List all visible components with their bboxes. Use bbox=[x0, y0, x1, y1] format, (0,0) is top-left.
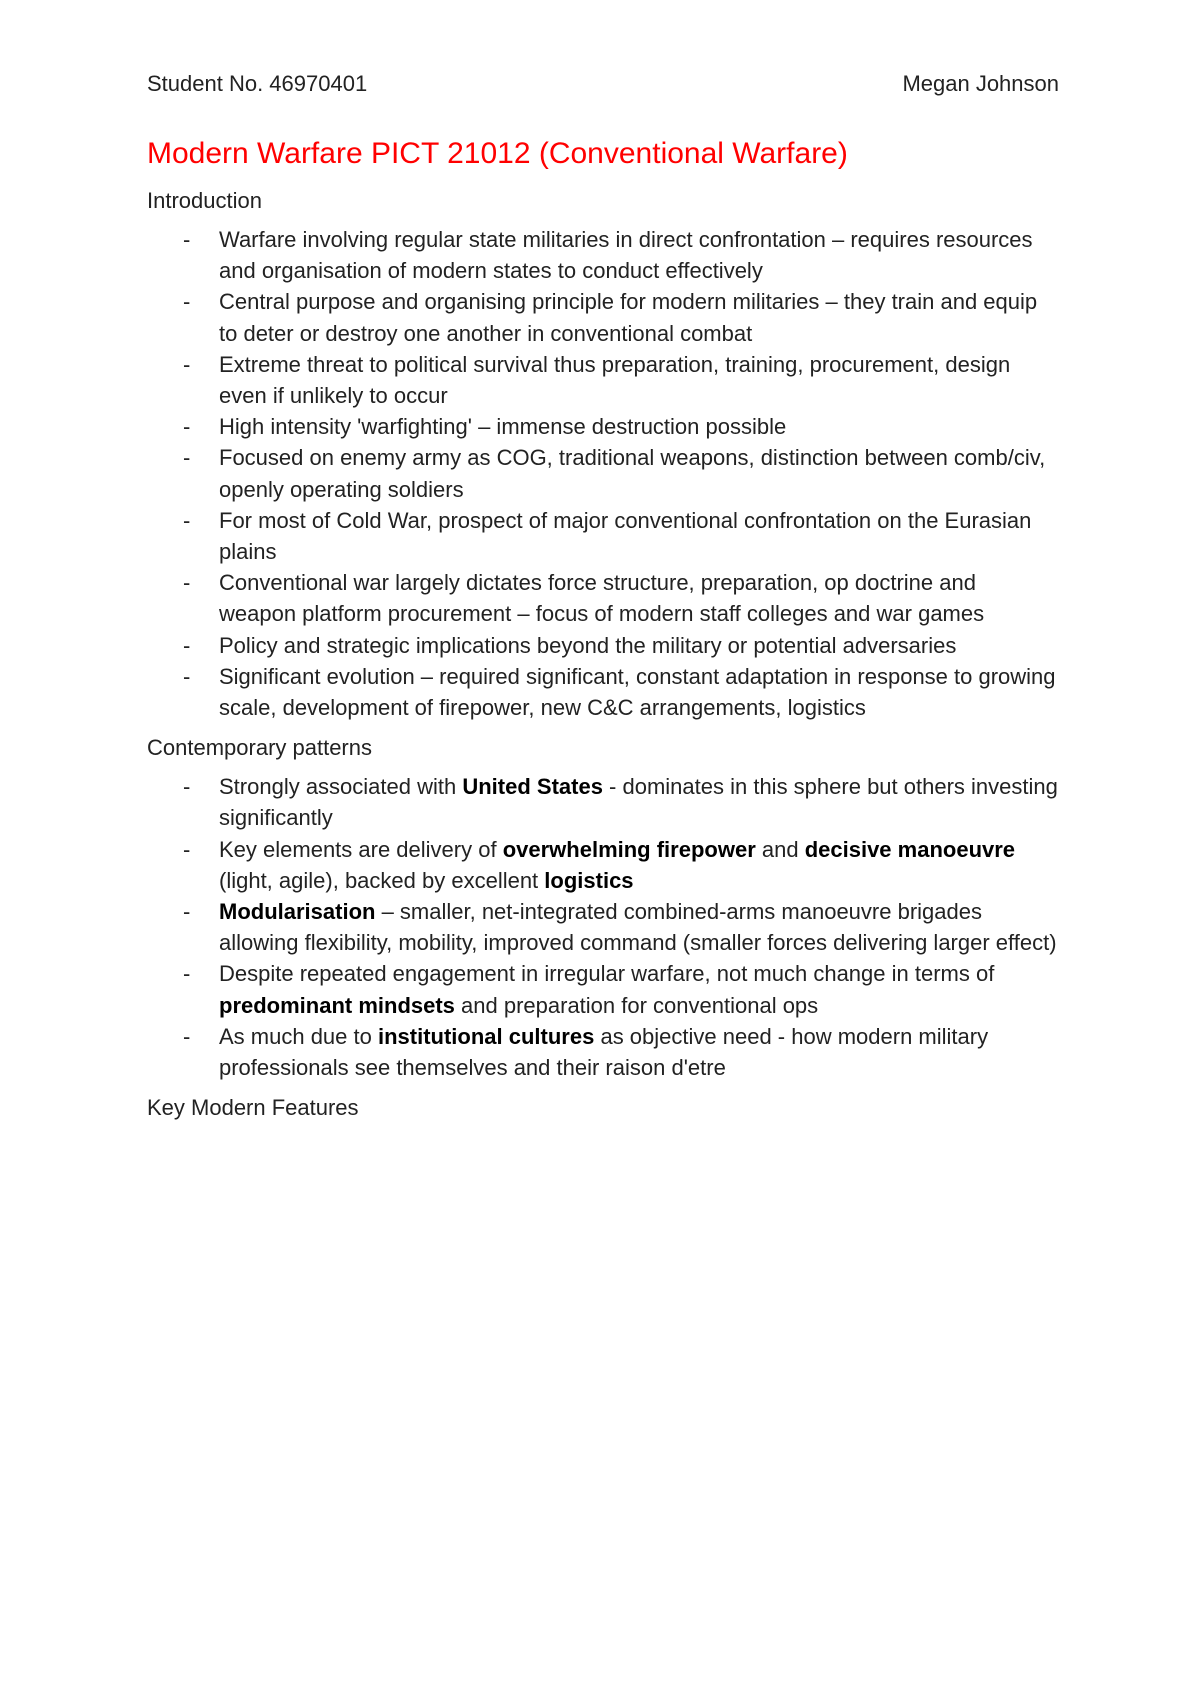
text-run: High intensity 'warfighting' – immense destruction possible bbox=[219, 414, 787, 440]
bullet-item bbox=[147, 771, 1059, 833]
bullet-dash: - bbox=[183, 289, 191, 315]
section-heading: Key Modern Features bbox=[147, 1095, 359, 1121]
text-run: Central purpose and organising principle for modern militaries – they train and equip to deter or destroy one another in conventional combat bbox=[219, 289, 1038, 346]
bullet-dash: - bbox=[183, 961, 191, 987]
text-run: Strongly associated with bbox=[219, 774, 463, 800]
text-run: and bbox=[755, 836, 805, 862]
text-run: Focused on enemy army as COG, traditional weapons, distinction between comb/civ, openly operating soldiers bbox=[219, 445, 1046, 502]
text-run: Policy and strategic implications beyond the military or potential adversaries bbox=[219, 632, 957, 658]
bullet-item bbox=[147, 442, 1059, 504]
bullet-dash: - bbox=[183, 836, 191, 862]
text-run: as objective need - how modern military professionals see themselves and their raison d'etre bbox=[219, 1023, 989, 1081]
bold-text: logistics bbox=[544, 867, 634, 893]
bullet-item bbox=[147, 567, 1059, 629]
document-title: Modern Warfare PICT 21012 (Conventional Warfare) bbox=[147, 137, 848, 170]
text-run: - dominates in this sphere but others investing significantly bbox=[219, 774, 1058, 831]
text-run: Significant evolution – required significant, constant adaptation in response to growing scale, development of firepower, new C&C arrangements, logistics bbox=[219, 663, 1056, 721]
page-header bbox=[147, 68, 1059, 100]
bullet-list bbox=[147, 224, 1059, 723]
section-heading: Introduction bbox=[147, 188, 262, 213]
text-run: (light, agile), backed by excellent bbox=[219, 867, 545, 893]
bullet-dash: - bbox=[183, 570, 191, 596]
bullet-dash: - bbox=[183, 227, 191, 252]
bold-text: predominant mindsets bbox=[219, 992, 455, 1018]
text-run: Despite repeated engagement in irregular warfare, not much change in terms of bbox=[219, 961, 995, 987]
bullet-item bbox=[147, 505, 1059, 567]
bullet-dash: - bbox=[183, 351, 191, 377]
bold-text: United States bbox=[462, 774, 603, 800]
text-run: As much due to bbox=[219, 1023, 378, 1049]
bullet-dash: - bbox=[183, 774, 191, 800]
bold-text: overwhelming firepower bbox=[502, 836, 756, 862]
bullet-dash: - bbox=[183, 414, 191, 440]
bold-text: institutional cultures bbox=[377, 1023, 595, 1049]
bullet-dash: - bbox=[183, 507, 191, 533]
text-run: and preparation for conventional ops bbox=[454, 992, 819, 1018]
bullet-list bbox=[147, 771, 1059, 1083]
student-number: Student No. 46970401 bbox=[147, 71, 368, 96]
bullet-item bbox=[147, 896, 1059, 958]
text-run: – smaller, net-integrated combined-arms manoeuvre brigades allowing flexibility, mobility, improved command (smaller forces delivering larger effect) bbox=[219, 899, 1057, 956]
bullet-item bbox=[147, 1021, 1059, 1083]
bullet-item bbox=[147, 224, 1059, 286]
text-run: Warfare involving regular state militaries in direct confrontation – requires resources and organisation of modern states to conduct effectively bbox=[219, 227, 1033, 284]
bullet-dash: - bbox=[183, 899, 191, 925]
bullet-dash: - bbox=[183, 445, 191, 471]
bullet-item bbox=[147, 411, 1059, 442]
section-heading: Contemporary patterns bbox=[147, 735, 372, 761]
bullet-item bbox=[147, 661, 1059, 723]
text-run: Conventional war largely dictates force structure, preparation, op doctrine and weapon platform procurement – focus of modern staff colleges and war games bbox=[219, 570, 985, 627]
bold-text: decisive manoeuvre bbox=[804, 836, 1016, 862]
text-run: Key elements are delivery of bbox=[219, 836, 503, 862]
bullet-dash: - bbox=[183, 663, 191, 689]
author-name: Megan Johnson bbox=[902, 71, 1059, 96]
bullet-item bbox=[147, 286, 1059, 348]
bullet-item bbox=[147, 630, 1059, 661]
document-body bbox=[147, 186, 1059, 1123]
bullet-item bbox=[147, 349, 1059, 411]
bullet-item bbox=[147, 958, 1059, 1020]
text-run: Extreme threat to political survival thus preparation, training, procurement, design even if unlikely to occur bbox=[219, 351, 1011, 409]
bullet-dash: - bbox=[183, 1023, 191, 1049]
bold-text: Modularisation bbox=[219, 899, 376, 925]
document-page bbox=[147, 68, 1059, 1123]
text-run: For most of Cold War, prospect of major conventional confrontation on the Eurasian plains bbox=[219, 507, 1032, 565]
bullet-dash: - bbox=[183, 632, 191, 658]
bullet-item bbox=[147, 834, 1059, 896]
